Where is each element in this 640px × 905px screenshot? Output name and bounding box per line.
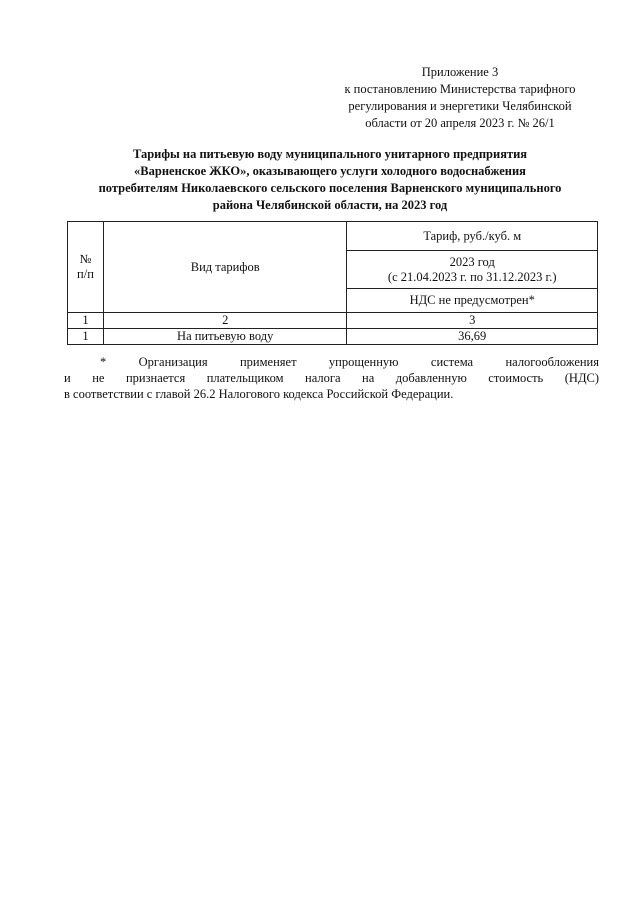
header-number-abbr: п/п bbox=[77, 267, 94, 281]
row-number-cell: 1 bbox=[68, 329, 104, 345]
period-year: 2023 год bbox=[449, 254, 495, 269]
appendix-line: области от 20 апреля 2023 г. № 26/1 bbox=[365, 116, 555, 130]
header-cell-vat-note: НДС не предусмотрен* bbox=[347, 289, 598, 313]
footnote-line: и не признается плательщиком налога на добавленную стоимость (НДС) bbox=[64, 371, 599, 385]
column-number-cell: 3 bbox=[347, 313, 598, 329]
document-title bbox=[40, 146, 620, 214]
header-cell-tariff-unit: Тариф, руб./куб. м bbox=[347, 222, 598, 251]
header-number-symbol: № bbox=[79, 252, 92, 266]
column-number-cell: 2 bbox=[103, 313, 346, 329]
header-cell-tariff-type: Вид тарифов bbox=[103, 222, 346, 313]
appendix-line: к постановлению Министерства тарифного bbox=[344, 82, 576, 96]
appendix-block bbox=[320, 64, 600, 132]
footnote-line: * Организация применяет упрощенную система налогообложения bbox=[100, 355, 599, 369]
appendix-line: Приложение 3 bbox=[421, 65, 499, 79]
footnote-line: в соответствии с главой 26.2 Налогового кодекса Российской Федерации. bbox=[64, 387, 454, 401]
appendix-line: регулирования и энергетики Челябинской bbox=[348, 99, 572, 113]
row-type-cell: На питьевую воду bbox=[103, 329, 346, 345]
title-line: Тарифы на питьевую воду муниципального унитарного предприятия bbox=[132, 147, 528, 161]
title-line: «Варненское ЖКО», оказывающего услуги холодного водоснабжения bbox=[134, 164, 526, 178]
table-header-row bbox=[68, 222, 598, 251]
title-line: района Челябинской области, на 2023 год bbox=[212, 198, 448, 212]
title-line: потребителям Николаевского сельского поселения Варненского муниципального bbox=[98, 181, 562, 195]
table-row bbox=[68, 329, 598, 345]
column-number-cell: 1 bbox=[68, 313, 104, 329]
period-range: (с 21.04.2023 г. по 31.12.2023 г.) bbox=[387, 269, 557, 284]
row-value-cell: 36,69 bbox=[347, 329, 598, 345]
header-cell-period bbox=[347, 251, 598, 289]
header-cell-number bbox=[68, 222, 104, 313]
footnote bbox=[64, 354, 599, 402]
column-number-row bbox=[68, 313, 598, 329]
tariff-table bbox=[67, 221, 598, 345]
